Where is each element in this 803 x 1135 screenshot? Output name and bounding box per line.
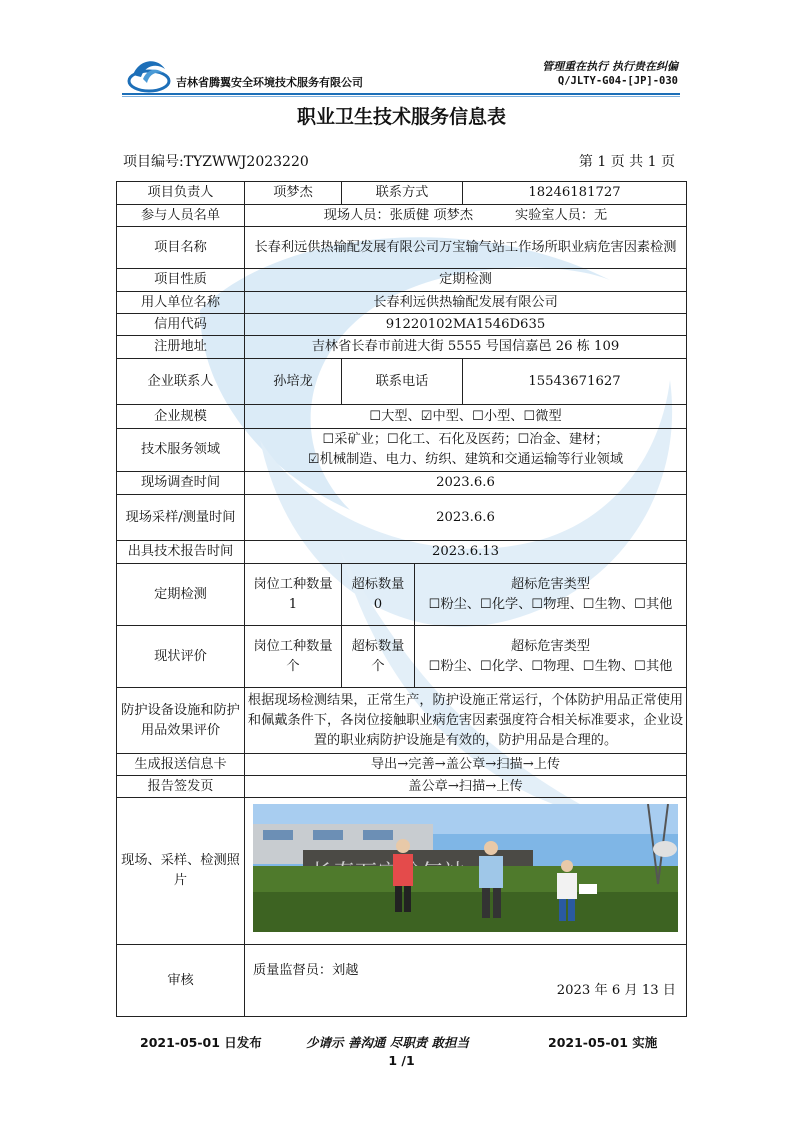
status-posts-cell [245, 626, 342, 688]
table-row [117, 227, 687, 269]
status-hazard-cell [415, 626, 687, 688]
sampling-time-label: 现场采样/测量时间 [117, 495, 245, 541]
participants-lab: 实验室人员：无 [514, 207, 608, 223]
participants-site: 现场人员：张质健 项梦杰 [323, 207, 474, 223]
header-motto: 管理重在执行 执行贵在纠偏 [542, 60, 678, 73]
table-row [117, 688, 687, 754]
posts-label: 岗位工种数量 [253, 576, 333, 592]
review-cell [245, 945, 687, 1017]
page-info: 第 1 页 共 1 页 [578, 154, 675, 170]
project-name-label: 项目名称 [117, 227, 245, 269]
contact-value: 18246181727 [463, 182, 687, 205]
sign-value: 盖公章→扫描→上传 [245, 776, 687, 798]
ent-contact-label: 企业联系人 [117, 359, 245, 405]
periodic-exceed-cell [342, 564, 415, 626]
status-hazard-types: ☐粉尘、☐化学、☐物理、☐生物、☐其他 [428, 658, 673, 674]
address-value: 吉林省长春市前进大街 5555 号国信嘉邑 26 栋 109 [245, 336, 687, 359]
domain-value [245, 429, 687, 472]
table-row [117, 205, 687, 227]
table-row [117, 776, 687, 798]
hazard-type-label: 超标危害类型 [510, 638, 591, 654]
survey-time-value: 2023.6.6 [245, 472, 687, 495]
site-photo [253, 804, 678, 932]
status-posts: 个 [286, 658, 300, 674]
periodic-exceed: 0 [373, 596, 383, 612]
domain-label: 技术服务领域 [117, 429, 245, 472]
photo-label: 现场、采样、检测照片 [117, 798, 245, 945]
employer-label: 用人单位名称 [117, 292, 245, 314]
footer-slogan: 少请示 善沟通 尽职责 敢担当 [306, 1035, 470, 1050]
report-time-value: 2023.6.13 [245, 541, 687, 564]
table-row [117, 292, 687, 314]
footer-effective-date: 2021-05-01 实施 [548, 1035, 658, 1050]
credit-label: 信用代码 [117, 314, 245, 336]
phone-value: 15543671627 [463, 359, 687, 405]
periodic-label: 定期检测 [117, 564, 245, 626]
table-row [117, 359, 687, 405]
footer-issue-date: 2021-05-01 日发布 [140, 1035, 262, 1050]
ent-contact-value: 孙培龙 [245, 359, 342, 405]
exceed-label: 超标数量 [351, 576, 405, 592]
company-logo-icon [127, 55, 171, 93]
sign-label: 报告签发页 [117, 776, 245, 798]
project-number: 项目编号:TYZWWJ2023220 [123, 154, 309, 170]
exceed-label: 超标数量 [351, 638, 405, 654]
hazard-type-label: 超标危害类型 [510, 576, 591, 592]
address-label: 注册地址 [117, 336, 245, 359]
phone-label: 联系电话 [342, 359, 463, 405]
table-row [117, 429, 687, 472]
table-row [117, 314, 687, 336]
card-label: 生成报送信息卡 [117, 754, 245, 776]
sampling-time-value: 2023.6.6 [245, 495, 687, 541]
table-row [117, 564, 687, 626]
table-row [117, 182, 687, 205]
project-name-value: 长春利远供热输配发展有限公司万宝输气站工作场所职业病危害因素检测 [245, 227, 687, 269]
nature-label: 项目性质 [117, 269, 245, 292]
leader-label: 项目负责人 [117, 182, 245, 205]
table-row [117, 945, 687, 1017]
table-row [117, 495, 687, 541]
table-row [117, 269, 687, 292]
leader-value: 项梦杰 [245, 182, 342, 205]
participants-label: 参与人员名单 [117, 205, 245, 227]
posts-label: 岗位工种数量 [253, 638, 333, 654]
employer-value: 长春利远供热输配发展有限公司 [245, 292, 687, 314]
table-row [117, 541, 687, 564]
contact-label: 联系方式 [342, 182, 463, 205]
page-header [0, 0, 803, 100]
photo-cell [245, 798, 687, 945]
info-table [116, 181, 687, 1017]
domain-line-1: ☐采矿业；☐化工、石化及医药；☐冶金、建材； [322, 432, 609, 447]
status-exceed-cell [342, 626, 415, 688]
periodic-posts-cell [245, 564, 342, 626]
reviewer: 质量监督员：刘越 [253, 962, 359, 978]
company-name: 吉林省腾翼安全环境技术服务有限公司 [176, 76, 363, 89]
status-exceed: 个 [371, 658, 385, 674]
effect-value: 根据现场检测结果，正常生产，防护设施正常运行，个体防护用品正常使用和佩戴条件下，各岗位接触职业病危害因素强度符合相关标准要求，企业设置的职业病防护设施是有效的，防护用品是合理的。 [245, 688, 687, 754]
card-value: 导出→完善→盖公章→扫描→上传 [245, 754, 687, 776]
table-row [117, 336, 687, 359]
nature-value: 定期检测 [245, 269, 687, 292]
table-row [117, 754, 687, 776]
page-title: 职业卫生技术服务信息表 [296, 106, 506, 128]
survey-time-label: 现场调查时间 [117, 472, 245, 495]
header-rule [122, 93, 680, 95]
review-date: 2023 年 6 月 13 日 [556, 982, 676, 998]
report-time-label: 出具技术报告时间 [117, 541, 245, 564]
scale-label: 企业规模 [117, 405, 245, 429]
status-label: 现状评价 [117, 626, 245, 688]
review-label: 审核 [117, 945, 245, 1017]
periodic-hazard-types: ☐粉尘、☐化学、☐物理、☐生物、☐其他 [428, 596, 673, 612]
periodic-posts: 1 [288, 596, 298, 612]
credit-value: 91220102MA1546D635 [245, 314, 687, 336]
footer-page-number: 1 /1 [388, 1053, 415, 1068]
scale-value: ☐大型、☑中型、☐小型、☐微型 [245, 405, 687, 429]
table-row [117, 798, 687, 945]
table-row [117, 472, 687, 495]
periodic-hazard-cell [415, 564, 687, 626]
effect-label: 防护设备设施和防护用品效果评价 [117, 688, 245, 754]
table-row [117, 405, 687, 429]
participants-value [245, 205, 687, 227]
document-code: Q/JLTY-G04-[JP]-030 [557, 75, 678, 87]
header-rule-thin [122, 96, 680, 97]
table-row [117, 626, 687, 688]
domain-line-2: ☑机械制造、电力、纺织、建筑和交通运输等行业领域 [307, 452, 624, 467]
